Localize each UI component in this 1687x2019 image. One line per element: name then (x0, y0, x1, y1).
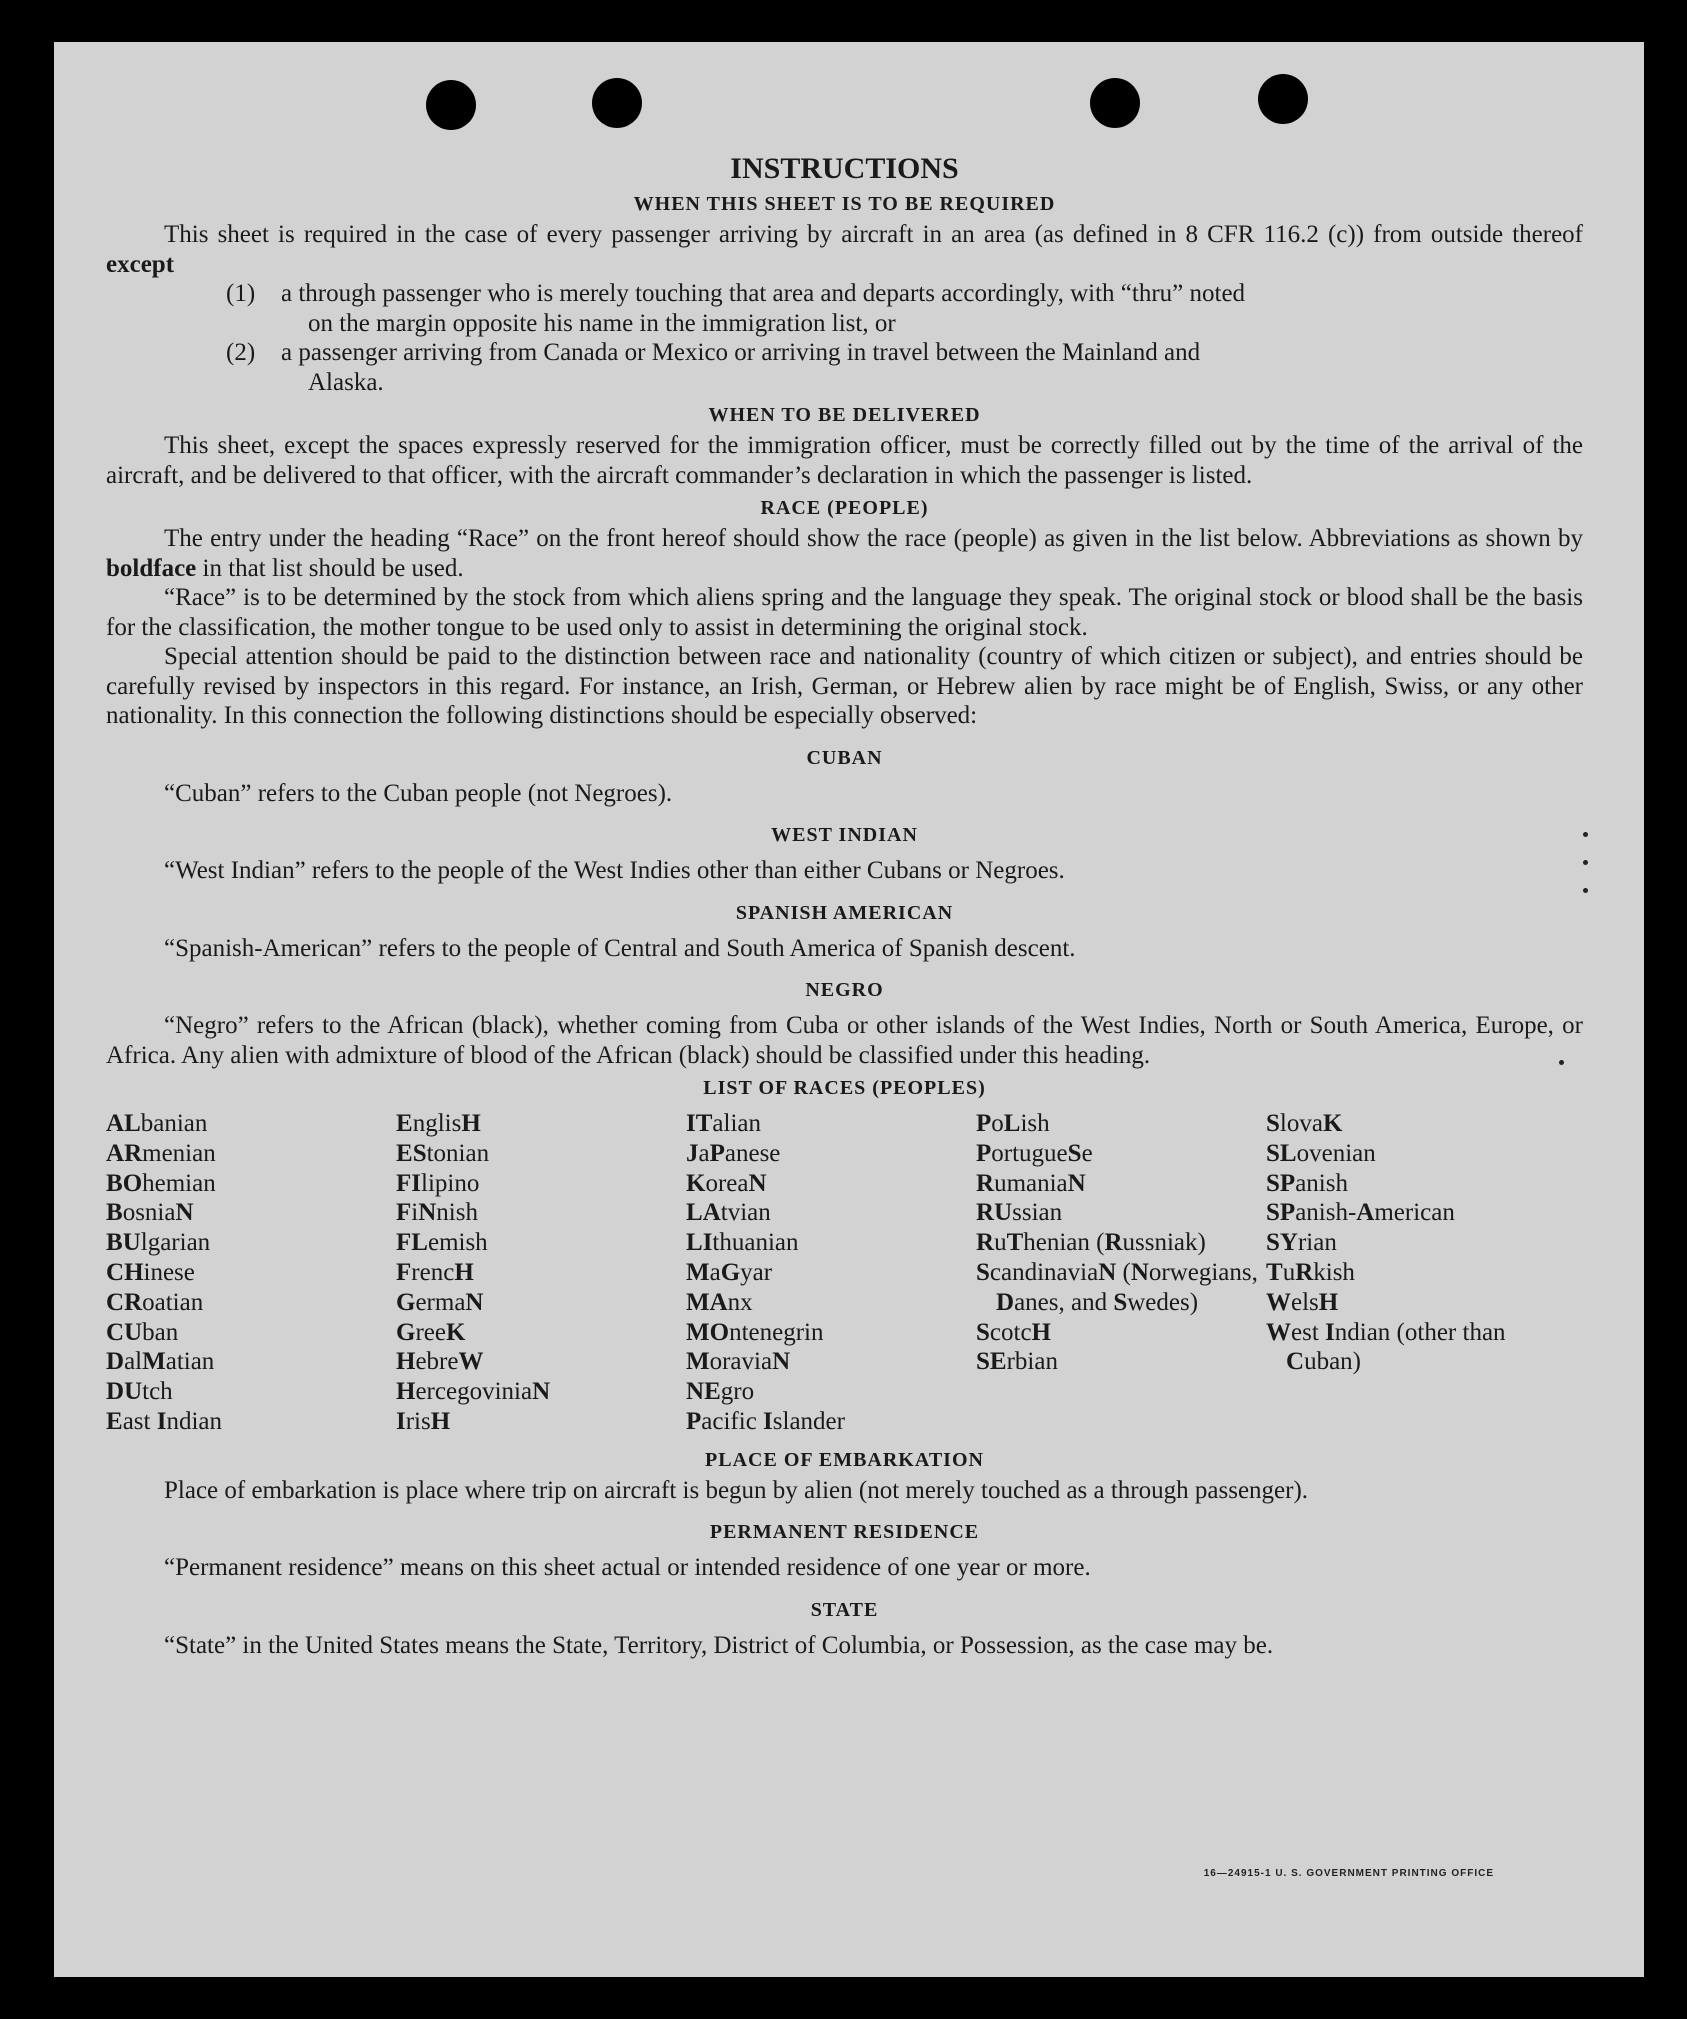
race-entry: HebreW (396, 1348, 484, 1376)
printing-office-footer: 16—24915-1 U. S. GOVERNMENT PRINTING OFFICE (1203, 1868, 1494, 1879)
race-entry: CUban (106, 1318, 179, 1346)
speck (1583, 832, 1588, 837)
race-entry: TuRkish (1266, 1258, 1355, 1286)
punch-hole (426, 80, 476, 130)
paragraph-race-2: “Race” is to be determined by the stock from which aliens spring and the language they speak. The original stock or blood shall be the basis for the classification, the mother tongue to be used only to assist in determining the original stock. (106, 584, 1583, 641)
race-entry: ARmenian (106, 1139, 216, 1167)
instructions-body (106, 152, 1583, 1660)
heading-race: RACE (PEOPLE) (760, 497, 929, 519)
race-entry: Pacific Islander (686, 1407, 845, 1435)
heading-cuban: CUBAN (806, 746, 883, 769)
race-entry: SLovenian (1266, 1139, 1376, 1167)
heading-negro: NEGRO (805, 979, 884, 1001)
race-entry: SYrian (1266, 1229, 1337, 1257)
race-entry: RUssian (976, 1199, 1063, 1227)
race-entry: ALbanian (106, 1110, 208, 1137)
speck (1583, 888, 1588, 893)
race-entry: SPanish (1266, 1169, 1348, 1197)
race-entry: PoLish (976, 1110, 1050, 1137)
race-entry: FiNnish (396, 1199, 478, 1227)
paragraph-west-indian: “West Indian” refers to the people of the West Indies other than either Cubans or Negroes. (164, 857, 1065, 884)
race-entry: BUlgarian (106, 1229, 211, 1257)
punch-hole (1258, 74, 1308, 124)
punch-hole (1090, 78, 1140, 128)
race-entry: EStonian (396, 1139, 490, 1167)
race-entry: LAtvian (686, 1199, 771, 1227)
paragraph-race-3: Special attention should be paid to the distinction between race and nationality (country of which citizen or subject), and entries should be carefully revised by inspectors in this regard. For instance, an Irish, German, or Hebrew alien by race might be of English, Swiss, or any other nationality. In this connection the following distinctions should be especially observed: (106, 643, 1583, 729)
race-entry: MAnx (686, 1288, 753, 1316)
paragraph-negro: “Negro” refers to the African (black), whether coming from Cuba or other islands of the West Indies, North or South America, Europe, or Africa. Any alien with admixture of blood of the African (black) should be classified under this heading. (106, 1012, 1583, 1069)
race-entry: NEgro (686, 1378, 755, 1406)
race-entry: SlovaK (1266, 1110, 1343, 1137)
race-entry: EnglisH (396, 1110, 481, 1137)
race-entry: MoraviaN (686, 1348, 791, 1376)
exception-item-1: (1) a through passenger who is merely touching that area and departs accordingly, with “thru” noted on the margin opposite his name in the immigration list, or (226, 280, 1246, 337)
race-entry: GermaN (396, 1288, 484, 1316)
race-entry: CHinese (106, 1258, 195, 1286)
heading-west-indian: WEST INDIAN (771, 824, 918, 846)
heading-required: WHEN THIS SHEET IS TO BE REQUIRED (633, 193, 1056, 215)
race-entry: MOntenegrin (686, 1318, 824, 1346)
race-entry: ITalian (686, 1110, 762, 1137)
race-entry: RuThenian (Russniak) (976, 1229, 1206, 1257)
race-entry: ScandinaviaN (Norwegians, Danes, and Swedes) (976, 1258, 1258, 1316)
paragraph-race-1: The entry under the heading “Race” on the front hereof should show the race (people) as given in the list below. Abbreviations as shown by boldface in that list should be used. (106, 525, 1583, 582)
races-list (106, 1109, 1583, 1437)
race-entry: SErbian (976, 1348, 1058, 1376)
races-column (686, 1109, 976, 1437)
race-entry: JaPanese (686, 1139, 781, 1167)
paragraph-delivered: This sheet, except the spaces expressly reserved for the immigration officer, must be correctly filled out by the time of the arrival of the aircraft, and be delivered to that officer, with the aircraft commander’s declaration in which the passenger is listed. (106, 432, 1583, 489)
races-column (106, 1109, 396, 1437)
races-column (976, 1109, 1266, 1437)
paragraph-embarkation: Place of embarkation is place where trip on aircraft is begun by alien (not merely touched as a through passenger). (164, 1476, 1309, 1504)
race-entry: East Indian (106, 1407, 222, 1435)
paragraph-cuban: “Cuban” refers to the Cuban people (not Negroes). (164, 779, 673, 807)
race-entry: PortugueSe (976, 1139, 1093, 1167)
paragraph-spanish-american: “Spanish-American” refers to the people of Central and South America of Spanish descent. (164, 934, 1076, 962)
race-entry: IrisH (396, 1407, 451, 1435)
races-column (396, 1109, 686, 1437)
paragraph-residence: “Permanent residence” means on this sheet actual or intended residence of one year or more. (164, 1554, 1091, 1582)
race-entry: GreeK (396, 1318, 466, 1346)
exception-item-2: (2) a passenger arriving from Canada or Mexico or arriving in travel between the Mainland and Alaska. (226, 339, 1201, 396)
heading-list-of-races: LIST OF RACES (PEOPLES) (703, 1077, 986, 1099)
heading-delivered: WHEN TO BE DELIVERED (708, 404, 981, 426)
race-entry: LIthuanian (686, 1229, 799, 1257)
heading-state: STATE (810, 1598, 879, 1621)
heading-residence: PERMANENT RESIDENCE (709, 1521, 980, 1544)
race-entry: KoreaN (686, 1169, 767, 1197)
page-title: INSTRUCTIONS (730, 152, 959, 185)
paragraph-state: “State” in the United States means the State, Territory, District of Columbia, or Possession, as the case may be. (164, 1631, 1274, 1659)
race-entry: HercegoviniaN (396, 1378, 551, 1406)
race-entry: RumaniaN (976, 1169, 1086, 1197)
race-entry: ScotcH (976, 1318, 1051, 1346)
heading-embarkation: PLACE OF EMBARKATION (705, 1448, 984, 1471)
races-column (1266, 1109, 1566, 1437)
race-entry: MaGyar (686, 1258, 773, 1286)
race-entry: DUtch (106, 1378, 173, 1406)
race-entry: BosniaN (106, 1199, 194, 1227)
race-entry: WelsH (1266, 1288, 1339, 1316)
race-entry: BOhemian (106, 1169, 216, 1197)
heading-spanish-american: SPANISH AMERICAN (735, 901, 954, 924)
document-page (54, 42, 1644, 1977)
speck (1583, 860, 1588, 865)
race-entry: West Indian (other than Cuban) (1266, 1318, 1506, 1376)
race-entry: SPanish-American (1266, 1199, 1455, 1227)
punch-hole (592, 78, 642, 128)
paragraph-required: This sheet is required in the case of every passenger arriving by aircraft in an area (as defined in 8 CFR 116.2 (c)) from outside thereof except (106, 221, 1583, 278)
race-entry: FLemish (396, 1229, 488, 1257)
race-entry: CRoatian (106, 1288, 204, 1316)
race-entry: FIlipino (396, 1169, 480, 1197)
race-entry: DalMatian (106, 1348, 215, 1376)
race-entry: FrencH (396, 1258, 474, 1286)
